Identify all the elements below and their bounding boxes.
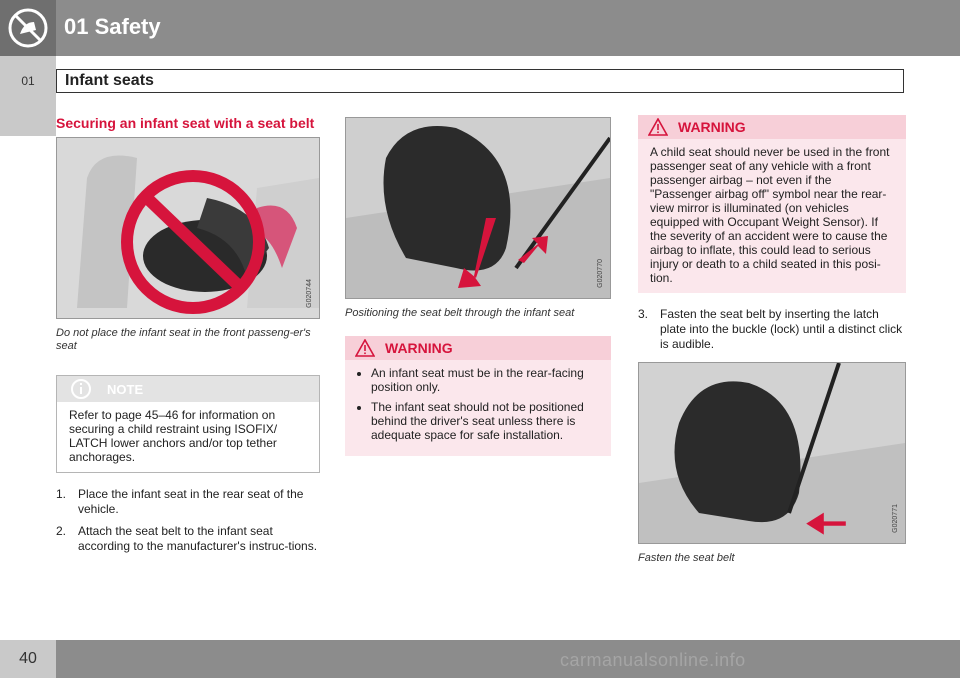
page-footer	[0, 640, 960, 678]
figure-caption: Fasten the seat belt	[638, 552, 735, 564]
step-number: 2.	[56, 524, 67, 538]
section-title-bar	[56, 69, 904, 93]
page-number-box	[0, 640, 56, 678]
warning-triangle-icon	[355, 339, 375, 357]
airbag-off-icon	[0, 0, 56, 56]
section-title: Infant seats	[65, 72, 154, 89]
warning-label: WARNING	[678, 119, 746, 135]
warning-header	[345, 336, 611, 360]
warning-box	[345, 336, 611, 456]
warning-triangle-icon	[648, 118, 668, 136]
step-number: 3.	[638, 307, 649, 321]
figure-caption: Positioning the seat belt through the infant seat	[345, 307, 575, 319]
side-tab	[0, 56, 56, 136]
figure-code: G020744	[306, 279, 313, 308]
step-text: Attach the seat belt to the infant seat according to the manufacturer's instruc-tions.	[78, 524, 318, 553]
steps-list	[638, 307, 906, 352]
list-item: • The infant seat should not be positioned behind the driver's seat unless there is adequate space for safe installation.	[371, 400, 599, 442]
warning-body	[345, 360, 611, 456]
list-item	[56, 487, 320, 517]
list-item	[638, 307, 906, 352]
note-text: Refer to page 45–46 for information on securing a child restraint using ISOFIX/ LATCH lower anchors and/or top tether anchorages.	[57, 402, 319, 472]
warning-text: A child seat should never be used in the front passenger seat of any vehicle with a front passenger airbag – not even if the "Passenger airbag off" symbol near the rear-view mirror is illuminated (on vehicles equipped with Occupant Weight Sensor). If the severity of an accident were to cause the airbag to inflate, this could lead to serious injury or death to a child seated in this posi-tion.	[650, 145, 890, 285]
warning-box	[638, 115, 906, 293]
list-item	[56, 524, 320, 554]
column-3	[638, 115, 906, 565]
note-label: NOTE	[107, 382, 144, 397]
subsection-heading: Securing an infant seat with a seat belt	[56, 115, 315, 131]
figure-code: G020771	[892, 504, 899, 533]
chapter-header	[0, 0, 960, 56]
figure-code: G020770	[597, 259, 604, 288]
figure-fasten-belt	[638, 362, 906, 544]
figure-no-front-seat	[56, 137, 320, 319]
note-box	[56, 375, 320, 473]
list-item: • An infant seat must be in the rear-facing position only.	[371, 366, 599, 394]
watermark: carmanualsonline.info	[560, 650, 746, 670]
column-2	[345, 117, 611, 456]
note-header	[57, 376, 319, 402]
chapter-title: 01 Safety	[64, 14, 161, 39]
warning-header	[638, 115, 906, 139]
steps-list	[56, 487, 320, 554]
side-tab-number: 01	[21, 74, 35, 88]
page-number: 40	[19, 650, 37, 667]
step-number: 1.	[56, 487, 67, 501]
info-icon	[71, 379, 91, 399]
warning-label: WARNING	[385, 340, 453, 356]
column-1	[56, 115, 320, 561]
step-text: Place the infant seat in the rear seat of the vehicle.	[78, 487, 304, 516]
figure-caption: Do not place the infant seat in the front passeng-er's seat	[56, 327, 311, 352]
step-text: Fasten the seat belt by inserting the latch plate into the buckle (lock) until a distinct click is audible.	[660, 307, 903, 351]
figure-belt-positioning	[345, 117, 611, 299]
